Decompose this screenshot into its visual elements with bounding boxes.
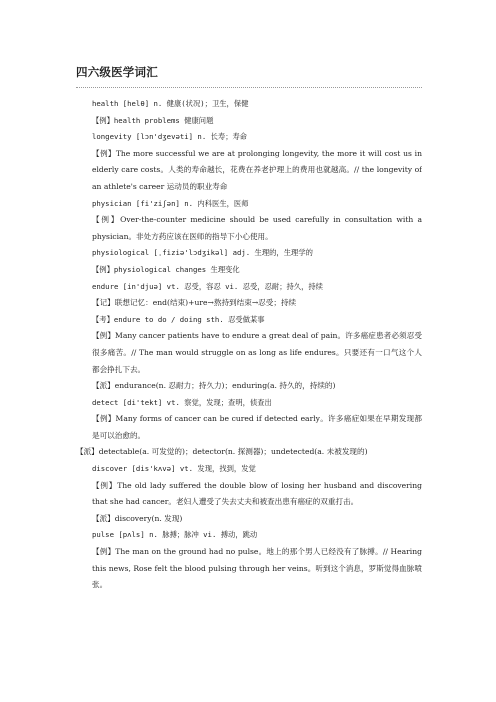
derivative-line: 【派】detectable(a. 可发觉的)；detector(n. 探测器)；undetected(a. 未被发现的) xyxy=(76,447,368,457)
entry-headword-pulse: pulse [pʌls] n. 脉搏；脉冲 vi. 搏动，跳动 xyxy=(92,530,258,540)
example-paragraph: 【例】Over-the-counter medicine should be used carefully in consultation with a physician。非处方药应该在医师的指导下小心使用。 xyxy=(92,215,422,241)
memory-note: 【记】联想记忆：end(结束)+ure→熬持到结束→忍受；持续 xyxy=(92,298,297,308)
example-paragraph: 【例】Many cancer patients have to endure a great deal of pain。许多癌症患者必须忍受很多痛苦。// The man would struggle on as long as life endures。只要还有一口气这个人都会挣扎下去。 xyxy=(92,331,422,374)
example-line: 【例】health problems 健康问题 xyxy=(92,115,214,125)
title-divider xyxy=(76,87,422,88)
entry-headword-physician: physician [fi'ziʃən] n. 内科医生，医师 xyxy=(92,198,249,208)
derivative-line: 【派】endurance(n. 忍耐力；持久力)；enduring(a. 持久的，持续的) xyxy=(92,381,336,391)
document-title: 四六级医学词汇 xyxy=(76,65,158,79)
example-line: 【例】physiological changes 生理变化 xyxy=(92,264,240,274)
example-paragraph: 【例】The old lady suffered the double blow of losing her husband and discovering that she had cancer。老妇人遭受了失去丈夫和被查出患有癌症的双重打击。 xyxy=(92,480,422,507)
entry-headword-physiological: physiological [ˌfiziə'lɔdʒikəl] adj. 生理的，生理学的 xyxy=(92,248,313,258)
entry-headword-discover: discover [dis'kʌvə] vt. 发现，找到，发觉 xyxy=(92,464,256,474)
entry-headword-endure: endure [in'djuə] vt. 忍受，容忍 vi. 忍受，忍耐；持久，持续 xyxy=(92,281,323,291)
example-paragraph: 【例】The more successful we are at prolonging longevity, the more it will cost us in elderly care costs。人类的寿命越长，花费在养老护理上的费用也就越高。// the longevity of an athlete's career 运动员的职业寿命 xyxy=(92,148,422,191)
example-paragraph: 【例】The man on the ground had no pulse。地上的那个男人已经没有了脉搏。// Hearing this news, Rose felt the blood pulsing through her veins。听到这个消息，罗斯觉得血脉喷张。 xyxy=(92,547,422,590)
entry-headword-health: health [helθ] n. 健康(状况)；卫生，保健 xyxy=(92,99,249,108)
entry-headword-detect: detect [di'tekt] vt. 察觉，发现；查明，侦查出 xyxy=(92,397,272,407)
entry-headword-longevity: longevity [lɔn'dʒevəti] n. 长寿；寿命 xyxy=(92,132,248,142)
example-paragraph: 【例】Many forms of cancer can be cured if detected early。许多癌症如果在早期发现都是可以治愈的。 xyxy=(92,414,422,440)
exam-note: 【考】endure to do / doing sth. 忍受做某事 xyxy=(92,314,265,324)
derivative-line: 【派】discovery(n. 发现) xyxy=(92,513,183,523)
vocabulary-list xyxy=(76,96,422,594)
